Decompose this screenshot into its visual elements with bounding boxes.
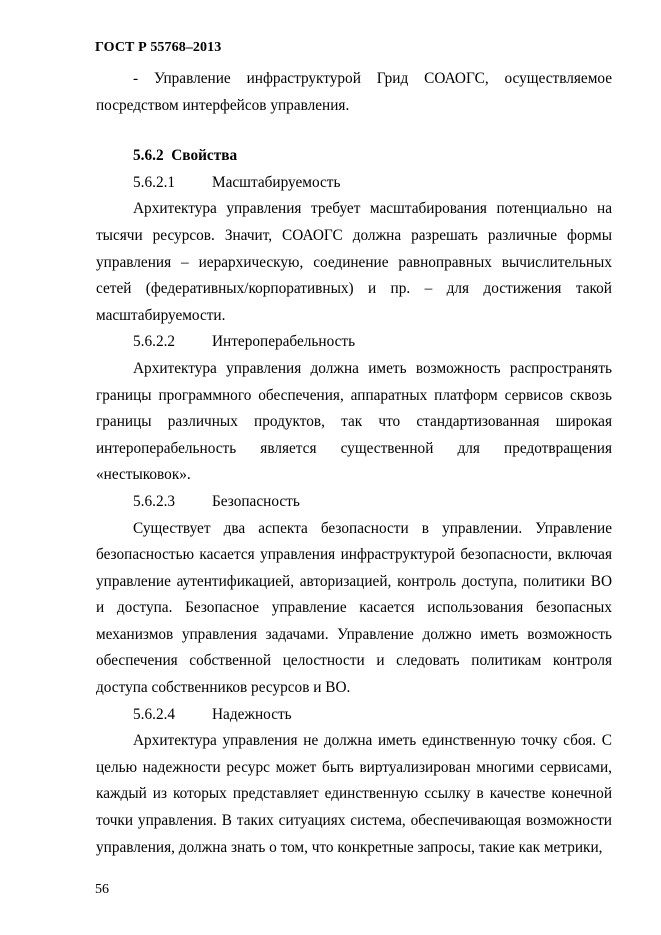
paragraph-scalability: Архитектура управления требует масштабирования потенциально на тысячи ресурсов. Значит, СОАОГС должна разрешать различные формы управления – иерархическую, соединение равноправных вычислительных сетей (федеративных/корпоративных) и пр. – для достижения такой масштабируемости. xyxy=(96,200,612,324)
section-number: 5.6.2 xyxy=(133,147,164,165)
subsection-title: Надежность xyxy=(212,705,292,723)
subsection-title: Безопасность xyxy=(212,492,300,510)
subsection-heading-security xyxy=(96,489,612,516)
subsection-heading-interoperability xyxy=(96,329,612,356)
paragraph-security: Существует два аспекта безопасности в управлении. Управление безопасностью касается управления инфраструктурой безопасности, включая управление аутентификацией, авторизацией, контроль доступа, политики ВО и доступа. Безопасное управление касается использования безопасных механизмов управления задачами. Управление должно иметь возможность обеспечения собственной целостности и следовать политикам контроля доступа собственников ресурсов и ВО. xyxy=(96,519,612,697)
subsection-title: Масштабируемость xyxy=(212,173,341,191)
section-heading xyxy=(96,143,612,170)
page-number: 56 xyxy=(95,882,109,897)
subsection-heading-reliability xyxy=(96,702,612,729)
subsection-number: 5.6.2.2 xyxy=(133,333,176,351)
document-header: ГОСТ Р 55768–2013 xyxy=(95,40,222,55)
section-title: Свойства xyxy=(171,147,238,165)
intro-list-item: - Управление инфраструктурой Грид СОАОГС, осуществляемое посредством интерфейсов управления. xyxy=(96,70,612,114)
subsection-title: Интероперабельность xyxy=(212,333,356,351)
document-body xyxy=(96,66,612,861)
subsection-number: 5.6.2.3 xyxy=(133,492,176,510)
paragraph-interoperability: Архитектура управления должна иметь возможность распространять границы программного обеспечения, аппаратных платформ сервисов сквозь границы различных продуктов, так что стандартизованная широкая интероперабельность является существенной для предотвращения «нестыковок». xyxy=(96,359,612,484)
subsection-number: 5.6.2.1 xyxy=(133,173,176,191)
subsection-heading-scalability xyxy=(96,170,612,197)
subsection-number: 5.6.2.4 xyxy=(133,705,176,723)
paragraph-reliability: Архитектура управления не должна иметь единственную точку сбоя. С целью надежности ресурс может быть виртуализирован многими сервисами, каждый из которых представляет единственную ссылку в качестве конечной точки управления. В таких ситуациях система, обеспечивающая возможности управления, должна знать о том, что конкретные запросы, такие как метрики, xyxy=(96,732,612,856)
